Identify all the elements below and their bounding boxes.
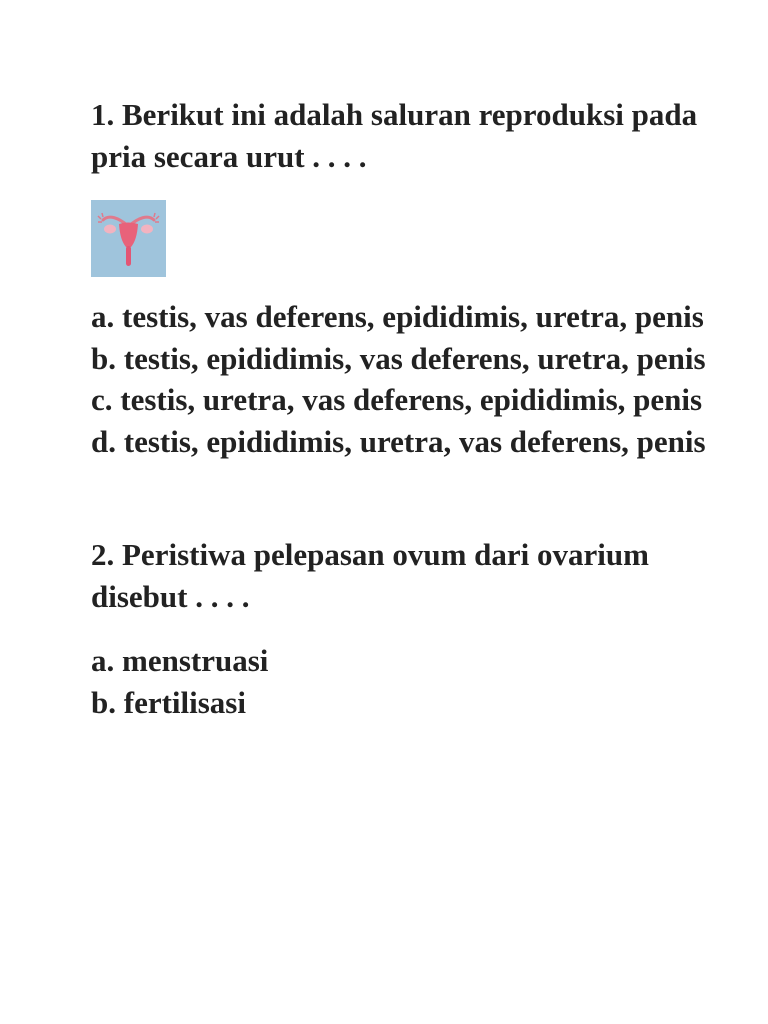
option-b: b. fertilisasi xyxy=(91,684,246,720)
option-c: c. testis, uretra, vas deferens, epididimis, penis xyxy=(91,382,703,417)
document-page xyxy=(91,94,711,723)
option-a: a. testis, vas deferens, epididimis, uretra, penis xyxy=(91,299,704,334)
question-1-text: 1. Berikut ini adalah saluran reproduksi pada pria secara urut . . . . xyxy=(91,97,698,174)
option-d: d. testis, epididimis, uretra, vas deferens, penis xyxy=(91,423,706,459)
option-b: b. testis, epididimis, vas deferens, uretra, penis xyxy=(91,340,706,376)
question-2-text: 2. Peristiwa pelepasan ovum dari ovarium disebut . . . . xyxy=(91,537,649,614)
question-1-options xyxy=(91,296,711,462)
question-2 xyxy=(91,534,711,723)
question-1 xyxy=(91,94,711,462)
option-a: a. menstruasi xyxy=(91,643,269,678)
question-2-options xyxy=(91,640,711,723)
uterus-illustration-icon xyxy=(91,200,166,277)
